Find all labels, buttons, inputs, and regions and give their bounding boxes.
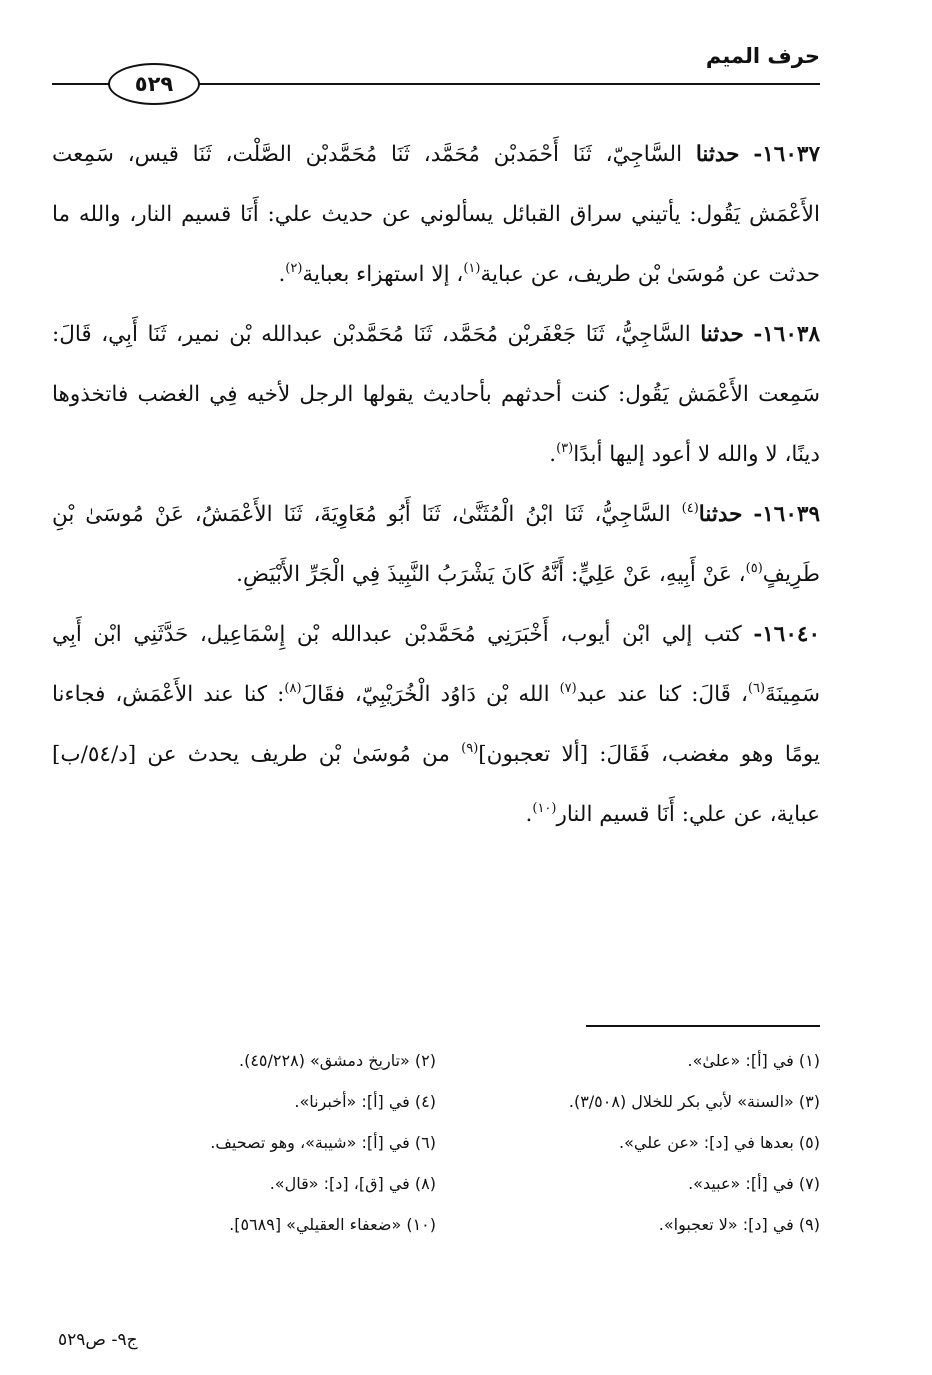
footnote-ref: (٦) <box>747 681 766 696</box>
entry-text: . <box>278 262 286 287</box>
footnote: (٣) «السنة» لأبي بكر للخلال (٣/٥٠٨). <box>568 1092 820 1111</box>
entry-text: السَّاجِيُّ، ثَنَا ابْنُ الْمُثَنَّىٰ، ثَنَا أَبُو مُعَاوِيَةَ، ثَنَا الأَعْمَشُ، عَنْ مُوسَىٰ بْنِ طَرِيفٍ <box>52 502 820 587</box>
footnote: (١٠) «ضعفاء العقيلي» [٥٦٨٩]. <box>229 1215 436 1234</box>
entry-text: كتب إلي ابْن أيوب، أَخْبَرَنِي مُحَمَّدبْن عبدالله بْن إِسْمَاعِيل، حَدَّثَنِي ابْن أَبِي سَمِينَةَ <box>52 622 820 707</box>
entry-text: ، عَنْ أَبِيهِ، عَنْ عَلِيٍّ: أَنَّهُ كَانَ يَشْرَبُ النَّبِيذَ فِي الْجَرِّ الأَبْيَضِ. <box>236 562 746 587</box>
footnote: (٦) في [أ]: «شيبة»، وهو تصحيف. <box>210 1133 436 1152</box>
entry-text: ، قَالَ: كنا عند عبد <box>576 682 748 707</box>
volume-page-reference: ج٩- ص٥٢٩ <box>58 1330 138 1350</box>
footnote-ref: (٢) <box>285 261 303 276</box>
footnote: (٩) في [د]: «لا تعجبوا». <box>658 1215 820 1234</box>
entry-text: . <box>525 802 533 827</box>
footnote: (٥) بعدها في [د]: «عن علي». <box>619 1133 820 1152</box>
chapter-title: حرف الميم <box>705 44 820 68</box>
entry-keyword: حدثنا <box>698 502 743 527</box>
footnote-ref: (١٠) <box>532 801 557 816</box>
body-text <box>52 125 820 845</box>
entry-number: ١٦٠٣٩- <box>753 502 820 527</box>
footnote-separator <box>586 1025 820 1027</box>
footnote-ref: (٨) <box>284 681 302 696</box>
hadith-entry <box>52 485 820 605</box>
footnote-ref: (٥) <box>745 561 763 576</box>
footnotes <box>52 1040 820 1245</box>
entry-text: الله بْن دَاوُد الْخُرَيْبِيّ، فقَالَ <box>301 682 560 707</box>
entry-number: ١٦٠٤٠- <box>753 622 820 647</box>
entry-text: : كنا عند الأَعْمَش، فجاءنا يومًا وهو مغضب، فَقَالَ: [ألا تعجبون] <box>52 682 820 767</box>
footnote-ref: (٩) <box>461 741 479 756</box>
footnote: (٨) في [ق]، [د]: «قال». <box>269 1174 436 1193</box>
entry-keyword: حدثنا <box>700 322 744 347</box>
entry-keyword: حدثنا <box>695 142 740 167</box>
page-number: ٥٢٩ <box>134 72 174 96</box>
hadith-entry <box>52 305 820 485</box>
footnote: (٢) «تاريخ دمشق» (٤٥/٢٢٨). <box>239 1051 436 1070</box>
hadith-entry <box>52 605 820 845</box>
footnote: (١) في [أ]: «علىٰ». <box>687 1051 820 1070</box>
entry-text: السَّاجِيّ، ثَنَا أَحْمَدبْن مُحَمَّد، ثَنَا مُحَمَّدبْن الصَّلْت، ثَنَا قيس، سَمِعت الأَعْمَش يَقُول: يأتيني سراق القبائل يسألوني عن حديث علي: أَنَا قسيم النار، والله ما حدثت عن مُوسَىٰ بْن طريف، عن عباية <box>52 142 820 287</box>
entry-number: ١٦٠٣٧- <box>753 142 820 167</box>
footnote: (٧) في [أ]: «عبيد». <box>688 1174 820 1193</box>
footnote-ref: (١) <box>463 261 481 276</box>
hadith-entry <box>52 125 820 305</box>
entry-number: ١٦٠٣٨- <box>753 322 820 347</box>
footnote-ref: (٣) <box>556 441 574 456</box>
page-number-badge <box>108 63 200 105</box>
footnote: (٤) في [أ]: «أخبرنا». <box>294 1092 436 1111</box>
footnote-ref: (٧) <box>559 681 577 696</box>
entry-text: ، إلا استهزاء بعباية <box>302 262 464 287</box>
entry-text: السَّاجِيُّ، ثَنَا جَعْفَربْن مُحَمَّد، ثَنَا مُحَمَّدبْن عبدالله بْن نمير، ثَنَا أَبِي، قَالَ: سَمِعت الأَعْمَش يَقُول: كنت أحدثهم بأحاديث يقولها الرجل لأخيه فِي الغضب فاتخذوها دينًا، لا والله لا أعود إليها أبدًا <box>52 322 820 467</box>
entry-text: . <box>549 442 557 467</box>
entry-text: من مُوسَىٰ بْن طريف يحدث عن [د/٥٤/ب] عباية، عن علي: أَنَا قسيم النار <box>52 742 820 827</box>
footnote-ref: (٤) <box>681 501 699 516</box>
